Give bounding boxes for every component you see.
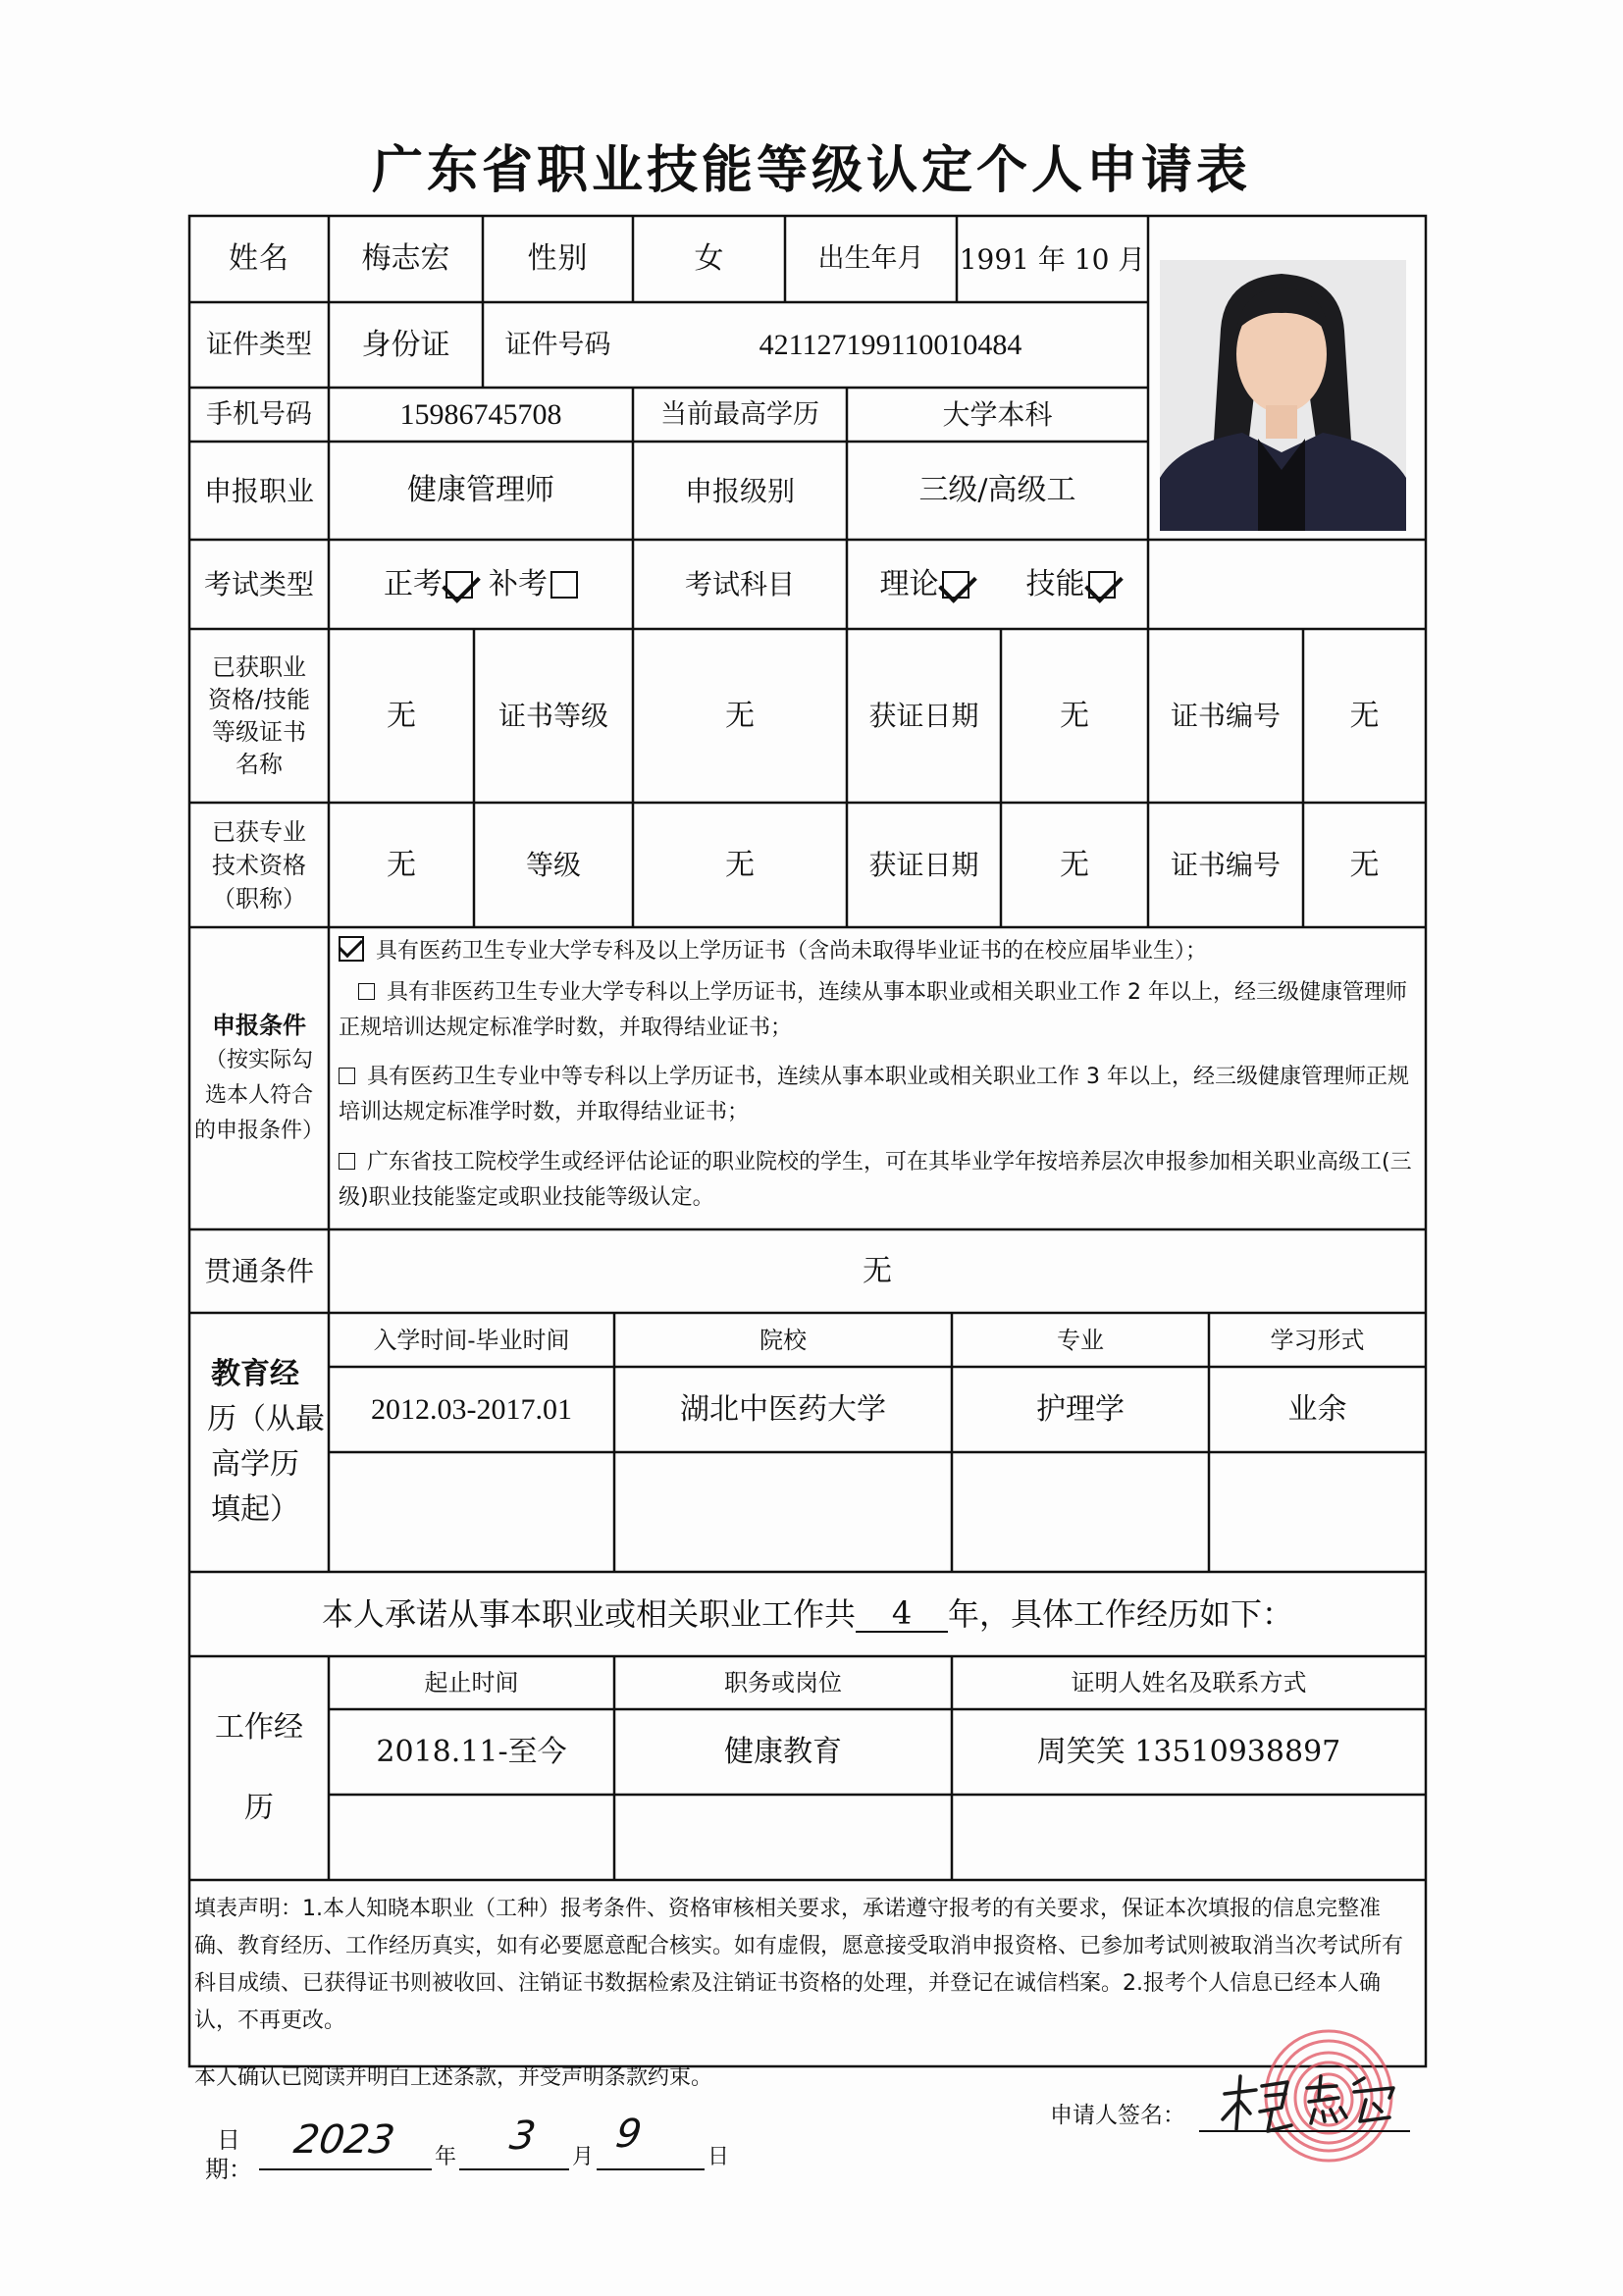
subject-theory-checkbox[interactable] — [942, 571, 969, 599]
conditions-hint-line: （按实际勾 — [204, 1048, 313, 1072]
signature-label: 申请人签名： — [1050, 2102, 1185, 2128]
vocational-cert-no-label: 证书编号 — [1170, 700, 1281, 732]
date-month: 3 — [506, 2113, 539, 2159]
edu-header-major: 专业 — [1057, 1326, 1104, 1354]
vocational-cert-label-line: 名称 — [236, 750, 283, 778]
name-label: 姓名 — [229, 241, 289, 277]
date-label: 日期： — [205, 2126, 252, 2183]
vocational-cert-no-value: 无 — [1349, 698, 1380, 733]
exam-subject-label: 考试科目 — [684, 568, 795, 600]
professional-title-no-value: 无 — [1349, 847, 1380, 882]
occupation-label: 申报职业 — [203, 474, 314, 507]
month-unit: 月 — [571, 2145, 594, 2170]
education-label-line: 填起） — [211, 1492, 299, 1527]
name-value: 梅志宏 — [361, 241, 450, 277]
condition-text: 具有非医药卫生专业大学专科以上学历证书，连续从事本职业或相关职业工作 2 年以上，经三级健康管理师正规培训达规定标准学时数，并取得结业证书； — [339, 980, 1407, 1040]
professional-title-label-line: （职称） — [212, 884, 306, 913]
professional-title-label-line: 已获专业 — [212, 817, 306, 846]
work-referee: 周笑笑 13510938897 — [1036, 1734, 1341, 1769]
education-label-line: 教育经 — [211, 1357, 299, 1391]
professional-title-value: 无 — [387, 847, 416, 882]
professional-title-no-label: 证书编号 — [1170, 849, 1281, 881]
edu-header-study-mode: 学习形式 — [1270, 1326, 1365, 1354]
education-label — [189, 1313, 329, 1572]
condition-text: 广东省技工院校学生或经评估论证的职业院校的学生，可在其毕业学年按培养层次申报参加相关职业高级工(三级)职业技能鉴定或职业技能等级认定。 — [339, 1150, 1412, 1210]
through-condition-value: 无 — [863, 1253, 892, 1288]
conditions-label-block — [189, 927, 329, 1229]
exam-regular-checkbox[interactable] — [445, 571, 473, 599]
work-header-position: 职务或岗位 — [724, 1669, 842, 1696]
vocational-cert-label — [189, 629, 329, 803]
work-period: 2018.11-至今 — [376, 1734, 567, 1769]
condition-checkbox-3[interactable] — [339, 1068, 355, 1084]
subject-skill-label: 技能 — [1025, 566, 1085, 601]
work-years-commitment — [189, 1572, 1426, 1656]
professional-title-label — [189, 803, 329, 927]
condition-item-4 — [339, 1145, 1413, 1216]
year-line — [259, 2168, 432, 2170]
gender-label: 性别 — [527, 241, 589, 277]
birth-value: 1991 年 10 月 — [959, 242, 1146, 276]
condition-item-2 — [339, 975, 1413, 1046]
condition-checkbox-4[interactable] — [339, 1153, 355, 1170]
id-no-label: 证件号码 — [504, 329, 611, 360]
condition-checkbox-2[interactable] — [358, 983, 375, 1000]
applicant-photo — [1160, 260, 1406, 531]
subject-theory-label: 理论 — [879, 566, 939, 601]
edu-period: 2012.03-2017.01 — [371, 1392, 572, 1426]
commitment-years: 4 — [856, 1595, 948, 1633]
exam-type-label: 考试类型 — [203, 568, 314, 600]
conditions-label: 申报条件 — [212, 1011, 306, 1039]
work-header-period: 起止时间 — [424, 1669, 519, 1696]
vocational-cert-value: 无 — [387, 698, 416, 733]
professional-title-label-line: 技术资格 — [212, 851, 306, 879]
handwritten-signature — [1217, 2068, 1403, 2137]
edu-header-period: 入学时间-毕业时间 — [373, 1326, 570, 1354]
education-label-line: 高学历 — [211, 1447, 299, 1482]
occupation-value: 健康管理师 — [407, 473, 554, 508]
edu-school: 湖北中医药大学 — [680, 1391, 886, 1427]
conditions-hint-line: 的申报条件） — [193, 1119, 324, 1143]
form-title: 广东省职业技能等级认定个人申请表 — [371, 140, 1251, 200]
date-year: 2023 — [290, 2117, 398, 2163]
exam-makeup-checkbox[interactable] — [550, 571, 578, 599]
through-condition-label: 贯通条件 — [203, 1255, 314, 1287]
exam-subject-options — [847, 540, 1148, 629]
date-day: 9 — [612, 2112, 645, 2157]
edu-major: 护理学 — [1036, 1391, 1125, 1427]
education-level-label: 当前最高学历 — [660, 398, 819, 430]
condition-item-3 — [339, 1060, 1413, 1130]
work-label — [189, 1656, 329, 1880]
work-header-referee: 证明人姓名及联系方式 — [1071, 1669, 1307, 1696]
condition-item-1 — [339, 934, 1413, 969]
vocational-cert-level-label: 证书等级 — [497, 700, 608, 732]
exam-regular-label: 正考 — [384, 566, 443, 601]
year-unit: 年 — [434, 2145, 456, 2170]
id-type-value: 身份证 — [361, 327, 450, 362]
month-line — [459, 2168, 569, 2170]
birth-label: 出生年月 — [817, 243, 924, 275]
vocational-cert-date-label: 获证日期 — [868, 700, 979, 732]
professional-title-level-label: 等级 — [525, 849, 581, 881]
commitment-suffix: 年，具体工作经历如下： — [948, 1595, 1294, 1633]
phone-label: 手机号码 — [206, 398, 312, 430]
day-line — [597, 2168, 705, 2170]
gender-value: 女 — [694, 241, 724, 277]
professional-title-date-label: 获证日期 — [868, 849, 979, 881]
exam-type-options — [329, 540, 633, 629]
edu-header-school: 院校 — [759, 1326, 807, 1354]
exam-makeup-label: 补考 — [489, 566, 548, 601]
conditions-hint-line: 选本人符合 — [204, 1083, 313, 1108]
apply-level-value: 三级/高级工 — [918, 473, 1076, 508]
vocational-cert-label-line: 已获职业 — [212, 652, 306, 681]
vocational-cert-label-line: 资格/技能 — [207, 685, 311, 713]
education-label-line: 历（从最 — [207, 1402, 325, 1436]
edu-study-mode: 业余 — [1287, 1391, 1347, 1427]
id-type-label: 证件类型 — [206, 329, 312, 360]
declaration-confirm: 本人确认已阅读并明白上述条款，并受声明条款约束。 — [194, 2065, 713, 2090]
work-label-line: 工作经 — [215, 1710, 303, 1745]
declaration-text: 填表声明：1.本人知晓本职业（工种）报考条件、资格审核相关要求，承诺遵守报考的有关要求，保证本次填报的信息完整准确、教育经历、工作经历真实，如有必要愿意配合核实。如有虚假，愿意接受取消申报资格、已参加考试则被取消当次考试所有科目成绩、已获得证书则被收回、注销证书数据检索及注销证书资格的处理，并登记在诚信档案。2.报考个人信息已经本人确认，不再更改。 — [194, 1897, 1404, 2033]
work-label-line: 历 — [244, 1791, 274, 1825]
vocational-cert-label-line: 等级证书 — [212, 717, 306, 746]
day-unit: 日 — [707, 2145, 729, 2170]
work-position: 健康教育 — [724, 1734, 842, 1769]
commitment-prefix: 本人承诺从事本职业或相关职业工作共 — [321, 1595, 856, 1633]
vocational-cert-date-value: 无 — [1060, 698, 1089, 733]
condition-checkbox-1[interactable] — [339, 936, 364, 962]
phone-value: 15986745708 — [399, 397, 562, 431]
condition-text: 具有医药卫生专业中等专科以上学历证书，连续从事本职业或相关职业工作 3 年以上，经三级健康管理师正规培训达规定标准学时数，并取得结业证书； — [339, 1065, 1409, 1124]
education-level-value: 大学本科 — [942, 398, 1053, 431]
condition-text: 具有医药卫生专业大学专科及以上学历证书（含尚未取得毕业证书的在校应届毕业生）； — [376, 939, 1208, 964]
apply-level-label: 申报级别 — [684, 474, 795, 507]
professional-title-date-value: 无 — [1060, 847, 1089, 882]
subject-skill-checkbox[interactable] — [1088, 571, 1116, 599]
vocational-cert-level-value: 无 — [725, 698, 755, 733]
professional-title-level-value: 无 — [725, 847, 755, 882]
id-no-value: 421127199110010484 — [759, 328, 1022, 361]
